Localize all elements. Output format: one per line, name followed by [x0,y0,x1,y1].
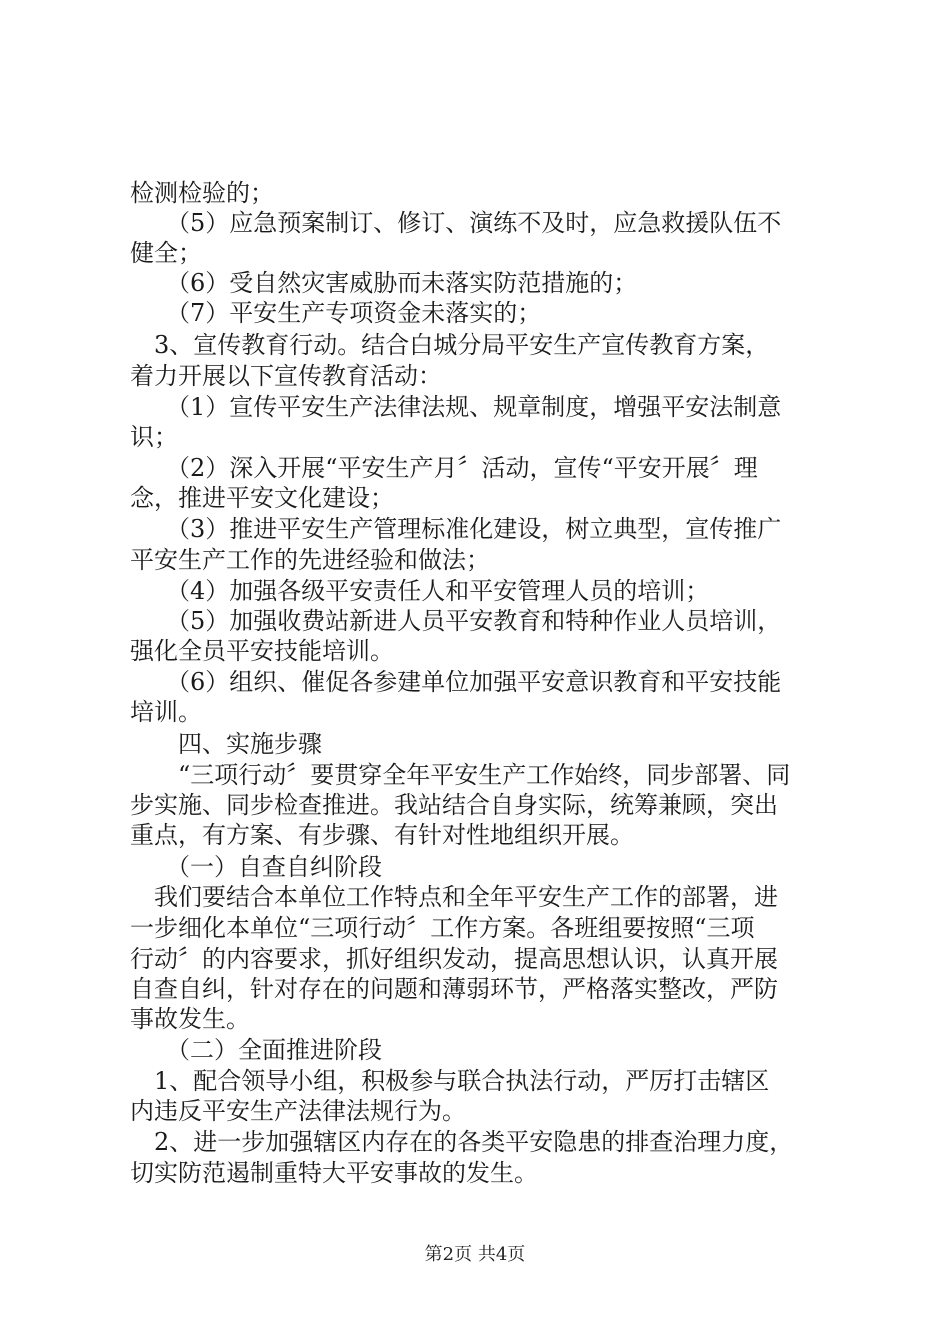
text-line: （5）应急预案制订、修订、演练不及时，应急救援队伍不 [130,209,782,237]
text-line: 重点，有方案、有步骤、有针对性地组织开展。 [130,821,634,849]
text-line: （4）加强各级平安责任人和平安管理人员的培训； [130,577,710,605]
text-line: （6）受自然灾害威胁而未落实防范措施的； [130,269,638,297]
text-line: 平安生产工作的先进经验和做法； [130,546,490,574]
text-line: 一步细化本单位“三项行动〞工作方案。各班组要按照“三项 [130,914,755,942]
text-line: 事故发生。 [130,1005,250,1033]
text-line: 步实施、同步检查推进。我站结合自身实际，统筹兼顾，突出 [130,791,778,819]
text-line: 1、配合领导小组，积极参与联合执法行动，严厉打击辖区 [130,1067,770,1095]
text-line: （2）深入开展“平安生产月〞活动，宣传“平安开展〞理 [130,454,758,482]
text-line: 四、实施步骤 [130,730,322,758]
text-line: 培训。 [130,698,202,726]
text-line: 切实防范遏制重特大平安事故的发生。 [130,1159,538,1187]
text-line: 自查自纠，针对存在的问题和薄弱环节，严格落实整改，严防 [130,975,778,1003]
text-line: （5）加强收费站新进人员平安教育和特种作业人员培训， [130,607,782,635]
text-line: （1）宣传平安生产法律法规、规章制度，增强平安法制意 [130,393,782,421]
text-line: 行动〞的内容要求，抓好组织发动，提高思想认识，认真开展 [130,945,778,973]
text-line: 健全； [130,239,202,267]
text-line: （3）推进平安生产管理标准化建设，树立典型，宣传推广 [130,515,782,543]
text-line: （6）组织、催促各参建单位加强平安意识教育和平安技能 [130,668,782,696]
text-line: 内违反平安生产法律法规行为。 [130,1097,466,1125]
text-line: 3、宣传教育行动。结合白城分局平安生产宣传教育方案， [130,331,770,359]
text-line: “三项行动〞要贯穿全年平安生产工作始终，同步部署、同 [130,761,791,789]
text-line: 2、进一步加强辖区内存在的各类平安隐患的排查治理力度， [130,1128,794,1156]
text-line: 念，推进平安文化建设； [130,484,394,512]
text-line: 识； [130,423,178,451]
text-line: 我们要结合本单位工作特点和全年平安生产工作的部署，进 [130,883,778,911]
text-line: （7）平安生产专项资金未落实的； [130,299,542,327]
text-line: （二）全面推进阶段 [130,1036,382,1064]
text-line: 检测检验的； [130,179,274,207]
text-line: （一）自查自纠阶段 [130,853,382,881]
text-line: 强化全员平安技能培训。 [130,637,394,665]
page-footer: 第2页 共4页 [424,1244,526,1265]
text-line: 着力开展以下宣传教育活动： [130,362,442,390]
